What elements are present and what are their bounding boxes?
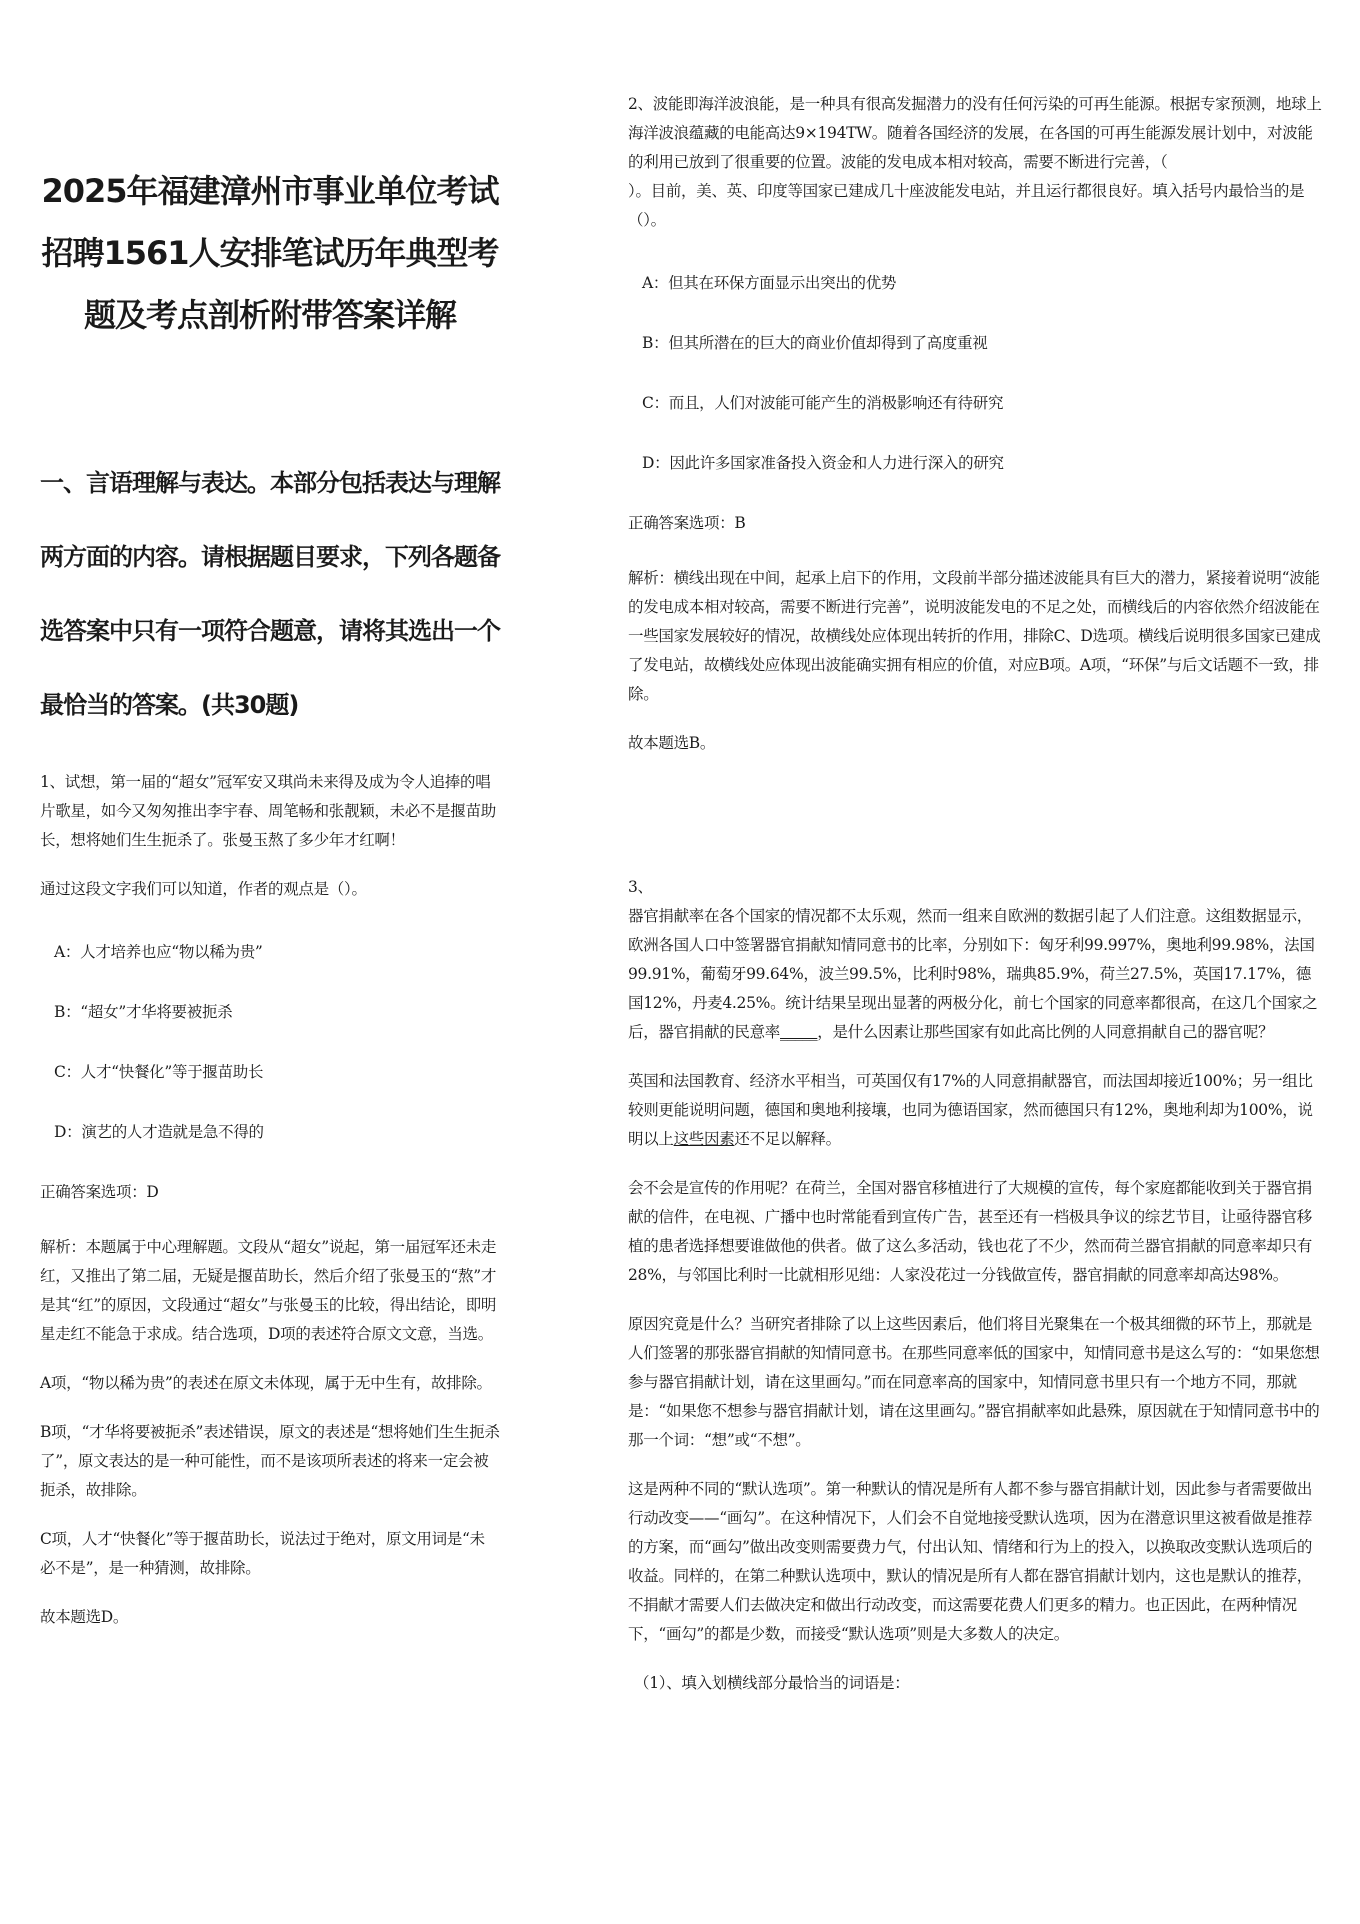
question-1-option-d: D：演艺的人才造就是急不得的	[54, 1123, 264, 1141]
right-column	[628, 90, 1326, 1698]
question-1-stem: 1、试想，第一届的“超女”冠军安又琪尚未来得及成为令人追捧的唱片歌星，如今又匆匆推出李宇春、周笔畅和张靓颖，未必不是揠苗助长，想将她们生生扼杀了。张曼玉熬了多少年才红啊！	[40, 773, 497, 849]
question-1-option-b: B：“超女”才华将要被扼杀	[54, 1003, 233, 1021]
question-1-explanation-c: C项，人才“快餐化”等于揠苗助长，说法过于绝对，原文用词是“未必不是”，是一种猜测，故排除。	[40, 1530, 485, 1577]
question-2-stem-continued: ）。目前，美、英、印度等国家已建成几十座波能发电站，并且运行都很良好。填入括号内最恰当的是（）。	[628, 182, 1305, 229]
question-3-paragraph-4: 原因究竟是什么？当研究者排除了以上这些因素后，他们将目光聚集在一个极其细微的环节上，那就是人们签署的那张器官捐献的知情同意书。在那些同意率低的国家中，知情同意书是这么写的：“如果您想参与器官捐献计划，请在这里画勾。”而在同意率高的国家中，知情同意书里只有一个地方不同，那就是：“如果您不想参与器官捐献计划，请在这里画勾。”器官捐献率如此悬殊，原因就在于知情同意书中的那一个词：“想”或“不想”。	[628, 1315, 1320, 1449]
section-heading: 一、言语理解与表达。本部分包括表达与理解两方面的内容。请根据题目要求，下列各题备选答案中只有一项符合题意，请将其选出一个最恰当的答案。(共30题)	[40, 469, 500, 719]
underlined-phrase: 这些因素	[673, 1130, 735, 1148]
question-1-option-c: C：人才“快餐化”等于揠苗助长	[54, 1063, 264, 1081]
question-2-explanation: 解析：横线出现在中间，起承上启下的作用，文段前半部分描述波能具有巨大的潜力，紧接着说明“波能的发电成本相对较高，需要不断进行完善”，说明波能发电的不足之处，而横线后的内容依然介绍波能在一些国家发展较好的情况，故横线处应体现出转折的作用，排除C、D选项。横线后说明很多国家已建成了发电站，故横线处应体现出波能确实拥有相应的价值，对应B项。A项，“环保”与后文话题不一致，排除。	[628, 569, 1321, 703]
question-2-answer: 正确答案选项：B	[628, 514, 746, 532]
fill-in-blank: _____	[780, 1023, 818, 1041]
question-3-paragraph-1	[628, 902, 1326, 1047]
question-3-paragraph-2	[628, 1067, 1326, 1154]
q3-p1-text-a: 器官捐献率在各个国家的情况都不太乐观，然而一组来自欧洲的数据引起了人们注意。这组数据显示，欧洲各国人口中签署器官捐献知情同意书的比率，分别如下：匈牙利99.997%，奥地利99.98%，法国99.91%，葡萄牙99.64%，波兰99.5%，比利时98%，瑞典85.9%，荷兰27.5%，英国17.17%，德国12%，丹麦4.25%。统计结果呈现出显著的两极分化，前七个国家的同意率都很高，在这几个国家之后，器官捐献的民意率	[628, 907, 1318, 1041]
question-2-option-d: D：因此许多国家准备投入资金和人力进行深入的研究	[642, 454, 1004, 472]
question-1-explanation-b: B项，“才华将要被扼杀”表述错误，原文的表述是“想将她们生生扼杀了”，原文表达的是一种可能性，而不是该项所表述的将来一定会被扼杀，故排除。	[40, 1423, 500, 1499]
question-3-paragraph-3: 会不会是宣传的作用呢？在荷兰，全国对器官移植进行了大规模的宣传，每个家庭都能收到关于器官捐献的信件，在电视、广播中也时常能看到宣传广告，甚至还有一档极具争议的综艺节目，让亟待器官移植的患者选择想要谁做他的供者。做了这么多活动，钱也花了不少，然而荷兰器官捐献的同意率却只有28%，与邻国比利时一比就相形见绌：人家没花过一分钱做宣传，器官捐献的同意率却高达98%。	[628, 1179, 1313, 1284]
question-2-stem: 2、波能即海洋波浪能，是一种具有很高发掘潜力的没有任何污染的可再生能源。根据专家预测，地球上海洋波浪蕴藏的电能高达9×194TW。随着各国经济的发展，在各国的可再生能源发展计划中，对波能的利用已放到了很重要的位置。波能的发电成本相对较高，需要不断进行完善，（	[628, 95, 1322, 171]
question-2-conclusion: 故本题选B。	[628, 734, 716, 752]
question-2-option-b: B：但其所潜在的巨大的商业价值却得到了高度重视	[642, 334, 988, 352]
question-1-explanation-a: A项，“物以稀为贵”的表述在原文未体现，属于无中生有，故排除。	[40, 1374, 492, 1392]
question-2-option-c: C：而且，人们对波能可能产生的消极影响还有待研究	[642, 394, 1004, 412]
question-3-number: 3、	[628, 878, 653, 896]
question-1-answer: 正确答案选项：D	[40, 1183, 159, 1201]
q3-p1-text-b: ，是什么因素让那些国家有如此高比例的人同意捐献自己的器官呢？	[817, 1023, 1274, 1041]
question-3-paragraph-5: 这是两种不同的“默认选项”。第一种默认的情况是所有人都不参与器官捐献计划，因此参与者需要做出行动改变——“画勾”。在这种情况下，人们会不自觉地接受默认选项，因为在潜意识里这被看做是推荐的方案，而“画勾”做出改变则需要费力气，付出认知、情绪和行为上的投入，以换取改变默认选项后的收益。同样的，在第二种默认选项中，默认的情况是所有人都在器官捐献计划内，这也是默认的推荐，不捐献才需要人们去做决定和做出行动改变，而这需要花费人们更多的精力。也正因此，在两种情况下，“画勾”的都是少数，而接受“默认选项”则是大多数人的决定。	[628, 1480, 1313, 1643]
question-3-sub-question-1: （1）、填入划横线部分最恰当的词语是：	[634, 1674, 910, 1692]
question-1-prompt: 通过这段文字我们可以知道，作者的观点是（）。	[40, 880, 367, 898]
question-1-explanation: 解析：本题属于中心理解题。文段从“超女”说起，第一届冠军还未走红，又推出了第二届，无疑是揠苗助长，然后介绍了张曼玉的“熬”才是其“红”的原因，文段通过“超女”与张曼玉的比较，得出结论，即明星走红不能急于求成。结合选项，D项的表述符合原文文意，当选。	[40, 1238, 497, 1343]
q3-p2-text-a: 英国和法国教育、经济水平相当，可英国仅有17%的人同意捐献器官，而法国却接近100%；另一组比较则更能说明问题，德国和奥地利接壤，也同为德语国家，然而德国只有12%，奥地利却为100%，说明以上	[628, 1072, 1313, 1148]
left-column	[40, 160, 500, 1652]
question-1-conclusion: 故本题选D。	[40, 1608, 129, 1626]
document-title: 2025年福建漳州市事业单位考试招聘1561人安排笔试历年典型考题及考点剖析附带答案详解	[41, 172, 499, 334]
question-1-option-a: A：人才培养也应“物以稀为贵”	[54, 943, 263, 961]
q3-p2-text-b: 还不足以解释。	[734, 1130, 841, 1148]
question-2-option-a: A：但其在环保方面显示出突出的优势	[642, 274, 897, 292]
